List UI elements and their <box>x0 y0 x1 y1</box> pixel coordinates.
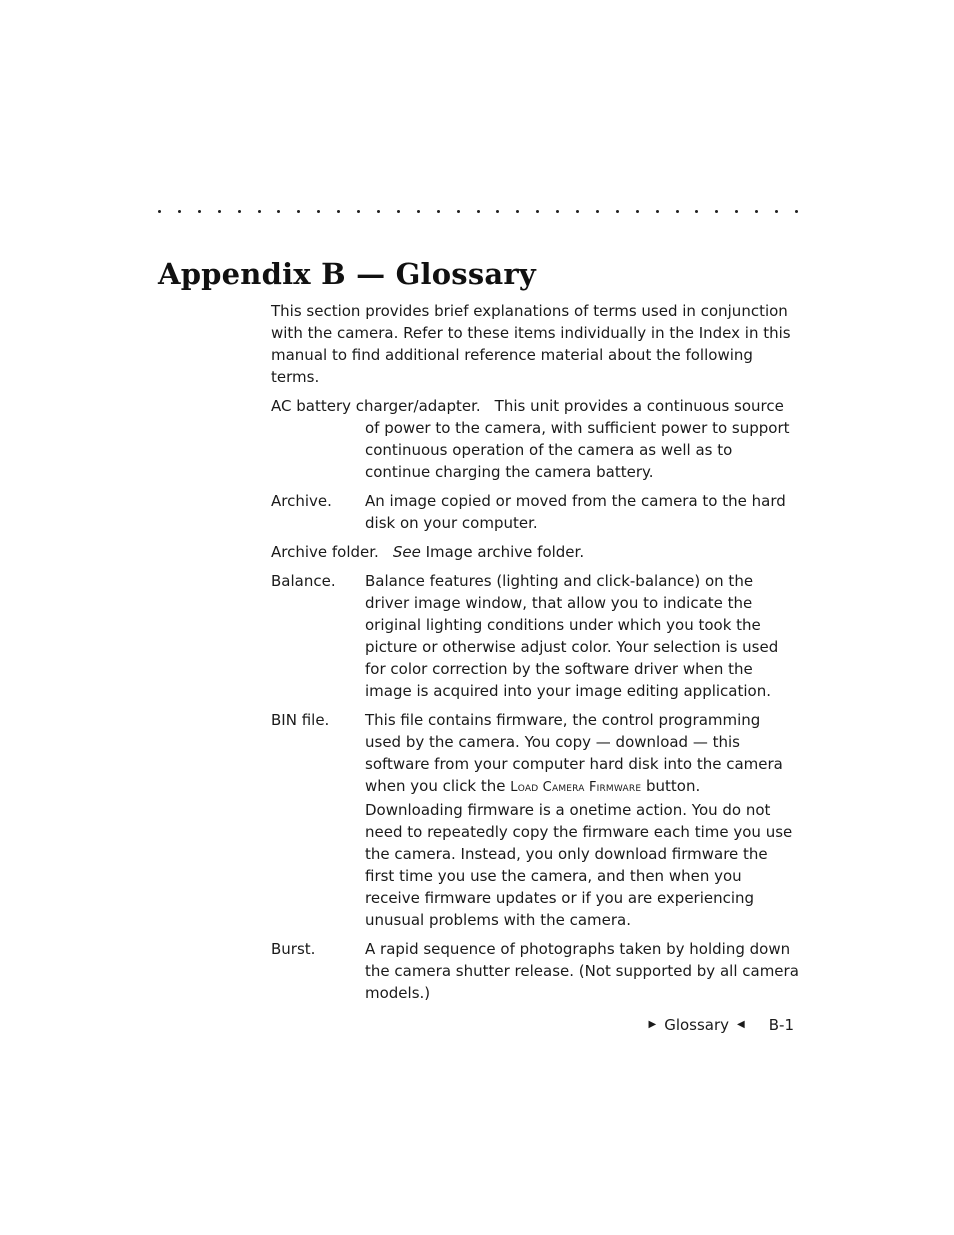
rule-dot <box>636 210 639 213</box>
rule-dot <box>676 210 679 213</box>
glossary-entry-bin-file <box>271 709 801 931</box>
glossary-entry-burst <box>271 938 801 1004</box>
rule-dot <box>457 210 460 213</box>
rule-dot <box>735 210 738 213</box>
rule-dot <box>775 210 778 213</box>
rule-dot <box>715 210 718 213</box>
rule-dot <box>755 210 758 213</box>
dotted-rule <box>158 196 798 226</box>
glossary-entry-archive-folder <box>271 541 801 563</box>
rule-dot <box>397 210 400 213</box>
page-number: B-1 <box>768 1016 794 1034</box>
rule-dot <box>795 210 798 213</box>
definition-text: This file contains firmware, the control programming used by the camera. You copy — download — this software from your computer hard disk into the camera when you click the <box>365 711 783 795</box>
left-triangle-icon: ◀ <box>737 1019 745 1030</box>
glossary-definition: This unit provides a continuous source of power to the camera, with sufficient power to support continuous operation of the camera as well as to continue charging the camera battery. <box>365 397 790 481</box>
rule-dot <box>496 210 499 213</box>
rule-dot <box>417 210 420 213</box>
rule-dot <box>377 210 380 213</box>
rule-dot <box>258 210 261 213</box>
rule-dot <box>198 210 201 213</box>
glossary-definition: Balance features (lighting and click-balance) on the driver image window, that allow you to indicate the original lighting conditions under which you took the picture or otherwise adjust color. Your selection is used for color correction by the software driver when the image is acquired into your image editing application. <box>365 572 779 700</box>
rule-dot <box>357 210 360 213</box>
glossary-entry-archive <box>271 490 801 534</box>
rule-dot <box>695 210 698 213</box>
see-reference: See <box>392 543 421 561</box>
right-triangle-icon: ▶ <box>648 1019 657 1030</box>
glossary-term: AC battery charger/adapter. <box>271 397 481 415</box>
glossary-term: Archive folder. <box>271 543 379 561</box>
rule-dot <box>596 210 599 213</box>
rule-dot <box>218 210 221 213</box>
rule-dot <box>536 210 539 213</box>
rule-dot <box>656 210 659 213</box>
glossary-term: BIN file. <box>271 711 330 729</box>
rule-dot <box>337 210 340 213</box>
glossary-definition <box>365 709 801 931</box>
glossary-definition: A rapid sequence of photographs taken by holding down the camera shutter release. (Not supported by all camera models.) <box>365 940 799 1002</box>
glossary-entry-balance <box>271 570 801 702</box>
glossary-term: Archive. <box>271 492 332 510</box>
rule-dot <box>277 210 280 213</box>
footer-section-name: Glossary <box>664 1016 730 1034</box>
rule-dot <box>516 210 519 213</box>
rule-dot <box>238 210 241 213</box>
rule-dot <box>437 210 440 213</box>
rule-dot <box>178 210 181 213</box>
definition-text: button. Downloading firmware is a onetime action. You do not need to repeatedly copy the firmware each time you use the camera. Instead, you only download firmware the first time you use the camera, and then when you receive firmware updates or if you are experiencing unusual problems with the camera. <box>365 777 793 929</box>
rule-dot <box>158 210 161 213</box>
page-footer <box>649 1014 795 1036</box>
page-title: Appendix B — Glossary <box>158 257 536 291</box>
rule-dot <box>477 210 480 213</box>
glossary-definition: An image copied or moved from the camera to the hard disk on your computer. <box>365 492 786 532</box>
glossary-definition: Image archive folder. <box>425 543 585 561</box>
rule-dot <box>556 210 559 213</box>
glossary-term: Burst. <box>271 940 316 958</box>
rule-dot <box>616 210 619 213</box>
button-name-reference: Load Camera Firmware <box>510 780 642 795</box>
rule-dot <box>317 210 320 213</box>
rule-dot <box>297 210 300 213</box>
rule-dot <box>576 210 579 213</box>
glossary-body <box>271 300 801 1011</box>
glossary-entry-ac-adapter <box>271 395 801 483</box>
intro-paragraph: This section provides brief explanations of terms used in conjunction with the camera. Refer to these items individually in the Index in this manual to find additional reference material about the following terms. <box>271 302 791 386</box>
glossary-term: Balance. <box>271 572 336 590</box>
